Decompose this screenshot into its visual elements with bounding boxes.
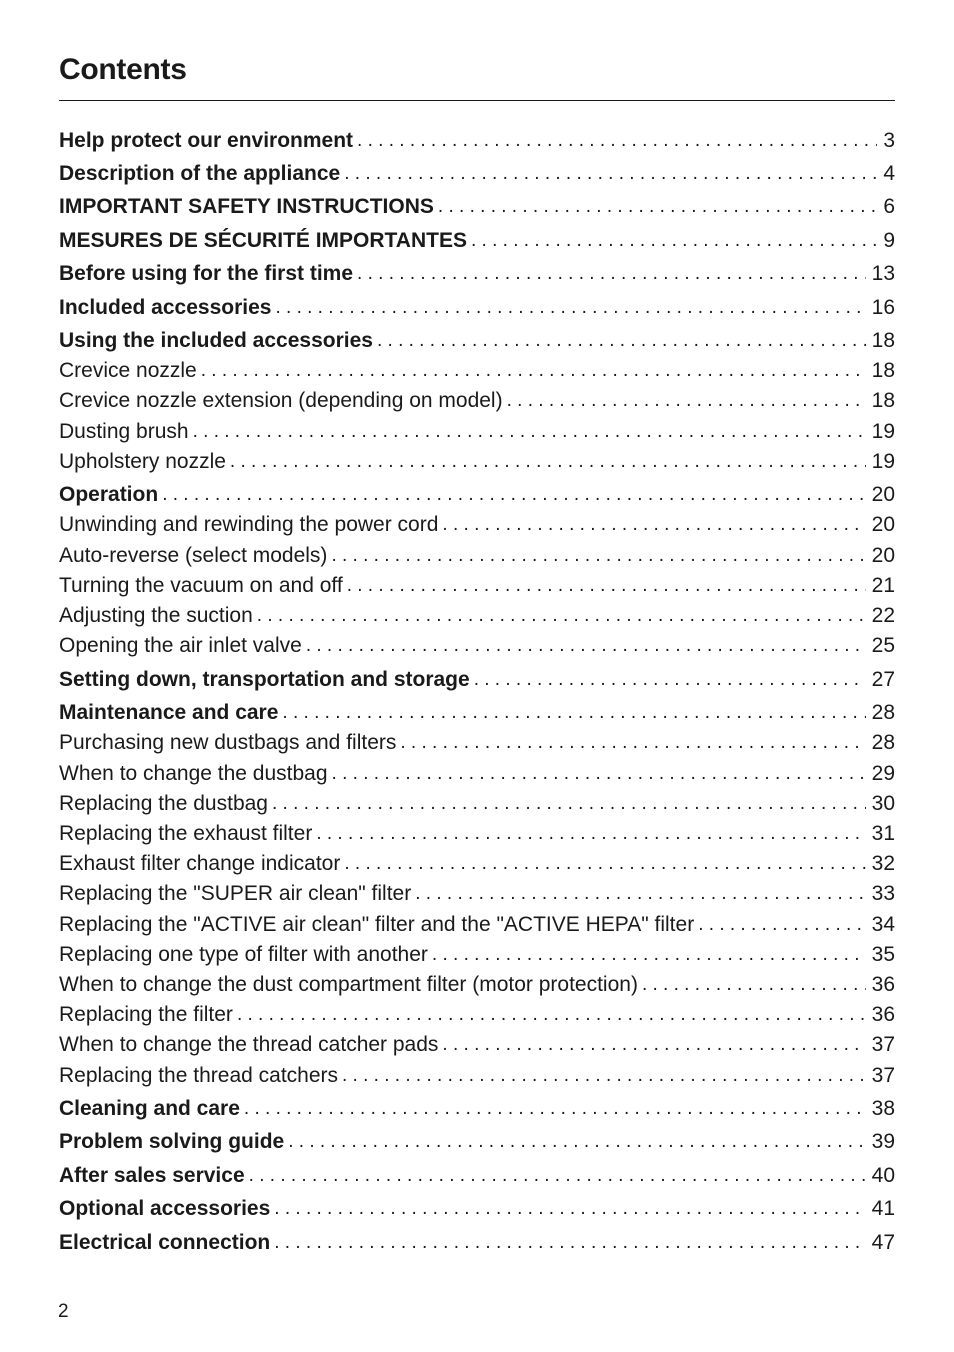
toc-entry-page: 18	[871, 359, 895, 382]
toc-entry[interactable]	[59, 938, 895, 972]
title-divider	[59, 100, 895, 101]
toc-entry-title: Help protect our environment	[59, 129, 354, 152]
dot-leader	[230, 445, 866, 479]
toc-entry[interactable]	[59, 224, 895, 258]
dot-leader	[237, 998, 866, 1032]
dot-leader	[415, 877, 865, 911]
toc-entry[interactable]	[59, 757, 895, 791]
dot-leader	[316, 817, 865, 851]
toc-entry-title: When to change the dust compartment filter (motor protection)	[59, 973, 638, 996]
dot-leader	[507, 384, 866, 418]
dot-leader	[442, 1028, 865, 1062]
toc-entry-page: 39	[871, 1130, 895, 1153]
dot-leader	[698, 908, 865, 942]
dot-leader	[342, 1059, 866, 1093]
dot-leader	[275, 291, 865, 325]
toc-entry[interactable]	[59, 663, 895, 697]
toc-entry[interactable]	[59, 877, 895, 911]
toc-entry-title: Crevice nozzle	[59, 359, 197, 382]
toc-entry-page: 37	[871, 1033, 895, 1056]
toc-entry-page: 4	[883, 162, 895, 185]
toc-entry-page: 29	[871, 762, 895, 785]
dot-leader	[347, 569, 866, 603]
toc-entry-page: 28	[871, 701, 895, 724]
toc-entry[interactable]	[59, 847, 895, 881]
toc-entry-title: Dusting brush	[59, 420, 189, 443]
toc-entry-title: Replacing the exhaust filter	[59, 822, 313, 845]
toc-entry[interactable]	[59, 157, 895, 191]
dot-leader	[274, 1226, 865, 1260]
toc-entry[interactable]	[59, 726, 895, 760]
toc-entry[interactable]	[59, 1125, 895, 1159]
toc-entry-title: MESURES DE SÉCURITÉ IMPORTANTES	[59, 229, 467, 252]
dot-leader	[442, 508, 865, 542]
toc-entry[interactable]	[59, 415, 895, 449]
dot-leader	[274, 1192, 865, 1226]
toc-entry-page: 21	[871, 574, 895, 597]
page-number: 2	[58, 1301, 69, 1322]
toc-entry[interactable]	[59, 124, 895, 158]
dot-leader	[282, 696, 865, 730]
toc-entry-page: 36	[871, 1003, 895, 1026]
toc-entry-title: Description of the appliance	[59, 162, 341, 185]
toc-entry-title: Replacing the "ACTIVE air clean" filter and the "ACTIVE HEPA" filter	[59, 913, 695, 936]
toc-entry-page: 32	[871, 852, 895, 875]
dot-leader	[357, 124, 877, 158]
toc-entry[interactable]	[59, 696, 895, 730]
dot-leader	[201, 354, 866, 388]
toc-entry-page: 3	[883, 129, 895, 152]
dot-leader	[471, 224, 877, 258]
toc-entry-title: Unwinding and rewinding the power cord	[59, 513, 439, 536]
toc-entry[interactable]	[59, 1092, 895, 1126]
toc-entry[interactable]	[59, 569, 895, 603]
toc-entry-title: Operation	[59, 483, 159, 506]
dot-leader	[193, 415, 866, 449]
toc-entry-title: IMPORTANT SAFETY INSTRUCTIONS	[59, 195, 434, 218]
toc-entry-page: 9	[883, 229, 895, 252]
toc-entry[interactable]	[59, 324, 895, 358]
toc-entry[interactable]	[59, 817, 895, 851]
toc-entry[interactable]	[59, 1192, 895, 1226]
dot-leader	[288, 1125, 865, 1159]
toc-entry-page: 38	[871, 1097, 895, 1120]
toc-entry-title: Maintenance and care	[59, 701, 279, 724]
dot-leader	[331, 539, 865, 573]
toc-entry-page: 40	[871, 1164, 895, 1187]
toc-entry[interactable]	[59, 539, 895, 573]
dot-leader	[257, 599, 866, 633]
dot-leader	[306, 629, 866, 663]
toc-entry[interactable]	[59, 1226, 895, 1260]
toc-entry-page: 18	[871, 329, 895, 352]
toc-entry-title: Electrical connection	[59, 1231, 271, 1254]
toc-entry[interactable]	[59, 190, 895, 224]
toc-entry-page: 22	[871, 604, 895, 627]
toc-entry-page: 25	[871, 634, 895, 657]
toc-entry[interactable]	[59, 1159, 895, 1193]
toc-entry[interactable]	[59, 908, 895, 942]
toc-entry-page: 34	[871, 913, 895, 936]
dot-leader	[400, 726, 865, 760]
toc-entry-page: 47	[871, 1231, 895, 1254]
dot-leader	[432, 938, 866, 972]
dot-leader	[344, 157, 877, 191]
dot-leader	[244, 1092, 866, 1126]
toc-entry-title: Auto-reverse (select models)	[59, 544, 328, 567]
toc-entry[interactable]	[59, 1059, 895, 1093]
toc-entry[interactable]	[59, 1028, 895, 1062]
toc-entry-title: Cleaning and care	[59, 1097, 240, 1120]
toc-entry-page: 19	[871, 450, 895, 473]
dot-leader	[377, 324, 866, 358]
toc-entry-page: 27	[871, 668, 895, 691]
toc-entry-page: 33	[871, 882, 895, 905]
toc-entry-title: Purchasing new dustbags and filters	[59, 731, 397, 754]
toc-entry-title: Replacing the filter	[59, 1003, 233, 1026]
toc-entry-page: 20	[871, 483, 895, 506]
toc-entry-title: Before using for the first time	[59, 262, 354, 285]
toc-entry-title: Included accessories	[59, 296, 272, 319]
toc-entry-title: Optional accessories	[59, 1197, 271, 1220]
toc-entry-title: Crevice nozzle extension (depending on model)	[59, 389, 503, 412]
toc-entry-title: Exhaust filter change indicator	[59, 852, 341, 875]
toc-entry-page: 16	[871, 296, 895, 319]
toc-entry[interactable]	[59, 257, 895, 291]
toc-entry[interactable]	[59, 629, 895, 663]
toc-entry-page: 28	[871, 731, 895, 754]
toc-entry-title: Opening the air inlet valve	[59, 634, 302, 657]
toc-entry-page: 36	[871, 973, 895, 996]
toc-entry-title: Replacing the thread catchers	[59, 1064, 338, 1087]
toc-entry-title: Upholstery nozzle	[59, 450, 226, 473]
toc-entry-title: After sales service	[59, 1164, 245, 1187]
toc-entry-page: 20	[871, 544, 895, 567]
dot-leader	[474, 663, 866, 697]
toc-entry-title: Adjusting the suction	[59, 604, 253, 627]
toc-entry-title: Turning the vacuum on and off	[59, 574, 343, 597]
toc-entry-title: Setting down, transportation and storage	[59, 668, 470, 691]
toc-entry-page: 18	[871, 389, 895, 412]
toc-entry-page: 31	[871, 822, 895, 845]
toc-entry-page: 41	[871, 1197, 895, 1220]
toc-entry[interactable]	[59, 787, 895, 821]
toc-entry-title: Replacing the "SUPER air clean" filter	[59, 882, 412, 905]
dot-leader	[249, 1159, 866, 1193]
dot-leader	[332, 757, 866, 791]
toc-entry[interactable]	[59, 508, 895, 542]
toc-entry-title: Replacing the dustbag	[59, 792, 268, 815]
toc-entry-title: Using the included accessories	[59, 329, 373, 352]
toc-entry-page: 19	[871, 420, 895, 443]
toc-entry[interactable]	[59, 354, 895, 388]
toc-entry[interactable]	[59, 384, 895, 418]
toc-entry[interactable]	[59, 998, 895, 1032]
dot-leader	[344, 847, 865, 881]
dot-leader	[162, 478, 865, 512]
toc-entry[interactable]	[59, 968, 895, 1002]
dot-leader	[272, 787, 866, 821]
page-title: Contents	[59, 53, 187, 86]
toc-entry-page: 30	[871, 792, 895, 815]
toc-entry-title: Replacing one type of filter with another	[59, 943, 428, 966]
toc-entry[interactable]	[59, 478, 895, 512]
dot-leader	[438, 190, 877, 224]
toc-entry[interactable]	[59, 599, 895, 633]
toc-entry-page: 13	[871, 262, 895, 285]
toc-entry-page: 20	[871, 513, 895, 536]
dot-leader	[642, 968, 866, 1002]
dot-leader	[357, 257, 866, 291]
toc-entry-title: When to change the thread catcher pads	[59, 1033, 439, 1056]
toc-entry-page: 35	[871, 943, 895, 966]
toc-entry-page: 6	[883, 195, 895, 218]
toc-entry[interactable]	[59, 291, 895, 325]
toc-entry[interactable]	[59, 445, 895, 479]
toc-entry-title: Problem solving guide	[59, 1130, 285, 1153]
toc-entry-title: When to change the dustbag	[59, 762, 328, 785]
toc-entry-page: 37	[871, 1064, 895, 1087]
